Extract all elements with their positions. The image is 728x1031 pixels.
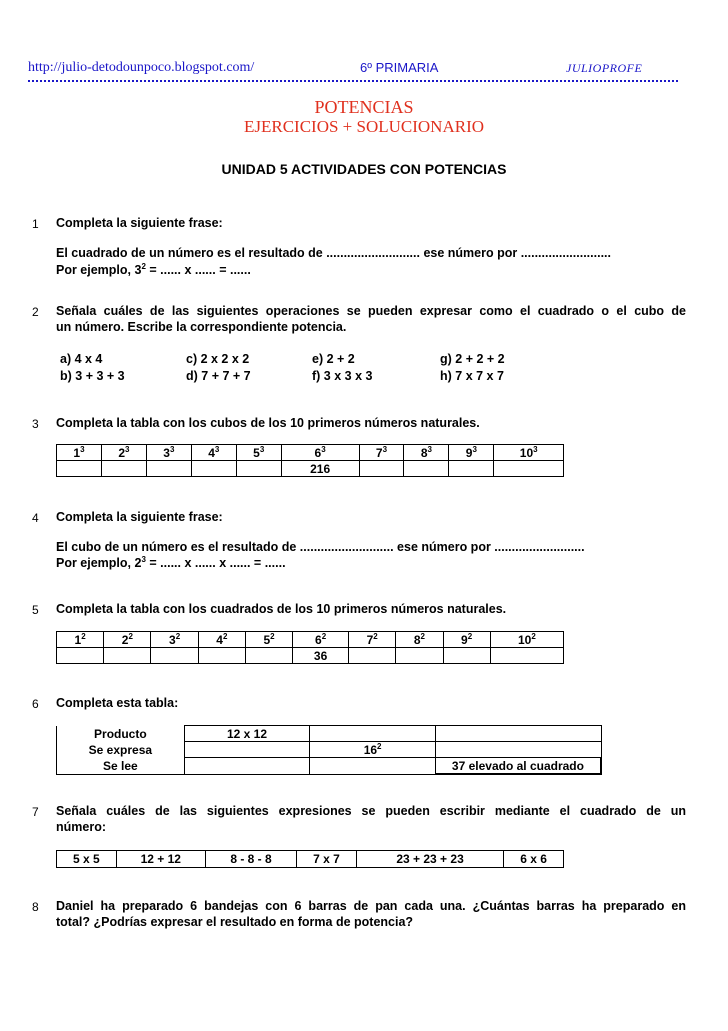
exercise-7-text-line1: Señala cuáles de las siguientes expresiones se pueden escribir mediante el cuadrado de un [56, 804, 686, 818]
table-cell: $6^2$ [293, 632, 349, 648]
table-cell: $4^3$ [191, 445, 236, 461]
table-cell: $3^2$ [151, 632, 198, 648]
table-cell: $1^2$ [57, 632, 104, 648]
table-row [57, 742, 602, 758]
table-cell: $4^2$ [198, 632, 245, 648]
table-cell: $2^3$ [101, 445, 146, 461]
row-label: Producto [57, 726, 185, 742]
answer-cell[interactable]: 216 [281, 461, 359, 477]
exercise-number: 3 [32, 417, 39, 431]
operation-item: a) 4 x 4 [60, 352, 103, 366]
author-label: JULIOPROFE [566, 61, 643, 75]
operation-item: g) 2 + 2 + 2 [440, 352, 505, 366]
expression-cell[interactable]: 5 x 5 [57, 851, 117, 868]
exercise-number: 1 [32, 217, 39, 231]
exercise-number: 8 [32, 900, 39, 914]
table-cell: $2^2$ [104, 632, 151, 648]
expression-cell[interactable]: 23 + 23 + 23 [356, 851, 503, 868]
exercise-number: 4 [32, 511, 39, 525]
answer-cell[interactable] [191, 461, 236, 477]
answer-cell[interactable] [104, 648, 151, 664]
exercise-2-text-line1: Señala cuáles de las siguientes operaciones se pueden expresar como el cuadrado o el cubo de [56, 304, 686, 318]
unit-title: UNIDAD 5 ACTIVIDADES CON POTENCIAS [221, 161, 507, 177]
answer-cell[interactable] [236, 461, 281, 477]
table-cell[interactable] [184, 742, 310, 758]
table-cell: $9^2$ [443, 632, 490, 648]
answer-cell[interactable] [404, 461, 449, 477]
row-label: Se expresa [57, 742, 185, 758]
table-cell: $7^2$ [349, 632, 396, 648]
blog-url-link[interactable]: http://julio-detodounpoco.blogspot.com/ [28, 60, 255, 75]
answer-cell[interactable] [57, 648, 104, 664]
answer-cell[interactable] [349, 648, 396, 664]
operation-item: h) 7 x 7 x 7 [440, 369, 504, 383]
answer-cell[interactable] [245, 648, 292, 664]
row-label: Se lee [57, 758, 185, 775]
table-cell[interactable] [310, 726, 436, 742]
operation-item: f) 3 x 3 x 3 [312, 369, 373, 383]
grade-label: 6º PRIMARIA [360, 60, 439, 75]
operation-item: c) 2 x 2 x 2 [186, 352, 250, 366]
answer-cell[interactable] [494, 461, 564, 477]
operation-item: d) 7 + 7 + 7 [186, 369, 251, 383]
table-row [57, 851, 564, 868]
answer-cell[interactable] [490, 648, 563, 664]
exercise-5-prompt: Completa la tabla con los cuadrados de los 10 primeros números naturales. [56, 602, 507, 616]
table-cell: $9^3$ [449, 445, 494, 461]
exercise-number: 2 [32, 305, 39, 319]
table-cell: $10^3$ [494, 445, 564, 461]
table-cell[interactable] [435, 742, 601, 758]
answer-cell[interactable] [101, 461, 146, 477]
squares-table-header-row [57, 632, 564, 648]
power-forms-table [56, 725, 602, 775]
exercise-2-text-line2: un número. Escribe la correspondiente potencia. [56, 320, 347, 334]
table-cell[interactable] [184, 758, 310, 775]
answer-cell[interactable] [151, 648, 198, 664]
table-cell: $10^2$ [490, 632, 563, 648]
table-cell: $6^3$ [281, 445, 359, 461]
exercise-number: 5 [32, 603, 39, 617]
answer-cell[interactable] [396, 648, 443, 664]
answer-cell[interactable] [449, 461, 494, 477]
exercise-4-example: Por ejemplo, $2^3$ = ...... x ...... x ...... = ...... [56, 555, 286, 570]
expression-cell[interactable]: 7 x 7 [297, 851, 357, 868]
exercise-3-prompt: Completa la tabla con los cubos de los 10 primeros números naturales. [56, 416, 480, 430]
squares-table-answer-row [57, 648, 564, 664]
page-subtitle: EJERCICIOS + SOLUCIONARIO [243, 117, 485, 136]
page-title: POTENCIAS [314, 97, 414, 117]
answer-cell[interactable] [359, 461, 404, 477]
table-cell[interactable] [435, 726, 601, 742]
squares-table [56, 631, 564, 664]
exercise-8-text-line2: total? ¿Podrías expresar el resultado en forma de potencia? [56, 915, 414, 929]
answer-cell[interactable] [443, 648, 490, 664]
table-cell: $1^3$ [57, 445, 102, 461]
table-cell: $5^3$ [236, 445, 281, 461]
exercise-number: 6 [32, 697, 39, 711]
expression-cell[interactable]: 8 - 8 - 8 [205, 851, 296, 868]
header-divider [28, 80, 678, 82]
exercise-6-prompt: Completa esta tabla: [56, 696, 179, 710]
table-cell: $8^3$ [404, 445, 449, 461]
exercise-number: 7 [32, 805, 39, 819]
exercise-7-text-line2: número: [56, 820, 106, 834]
answer-cell[interactable] [57, 461, 102, 477]
exercise-1-sentence: El cuadrado de un número es el resultado de ........................... ese número por .......................... [56, 246, 611, 260]
exercise-4-prompt: Completa la siguiente frase: [56, 510, 223, 524]
table-row [57, 758, 602, 775]
table-cell[interactable]: 12 x 12 [184, 726, 310, 742]
expressions-table [56, 850, 564, 868]
operation-item: b) 3 + 3 + 3 [60, 369, 125, 383]
exercise-4-sentence: El cubo de un número es el resultado de ........................... ese número por .......................... [56, 540, 585, 554]
table-cell: $3^3$ [146, 445, 191, 461]
answer-cell[interactable]: 36 [293, 648, 349, 664]
answer-cell[interactable] [146, 461, 191, 477]
table-cell: $8^2$ [396, 632, 443, 648]
exercise-1-prompt: Completa la siguiente frase: [56, 216, 223, 230]
cubes-table-answer-row [57, 461, 564, 477]
exercise-8-text-line1: Daniel ha preparado 6 bandejas con 6 barras de pan cada una. ¿Cuántas barras ha preparado en [56, 899, 686, 913]
exercise-1-example: Por ejemplo, $3^2$ = ...... x ...... = ...... [56, 262, 251, 277]
table-cell[interactable]: 37 elevado al cuadrado [435, 758, 601, 775]
table-cell: $5^2$ [245, 632, 292, 648]
expression-cell[interactable]: 12 + 12 [116, 851, 205, 868]
cubes-table-header-row [57, 445, 564, 461]
table-cell[interactable]: $16^2$ [310, 742, 436, 758]
expression-cell[interactable]: 6 x 6 [504, 851, 564, 868]
table-cell: $7^3$ [359, 445, 404, 461]
operation-item: e) 2 + 2 [312, 352, 355, 366]
table-cell[interactable] [310, 758, 436, 775]
answer-cell[interactable] [198, 648, 245, 664]
cubes-table [56, 444, 564, 477]
table-row [57, 726, 602, 742]
